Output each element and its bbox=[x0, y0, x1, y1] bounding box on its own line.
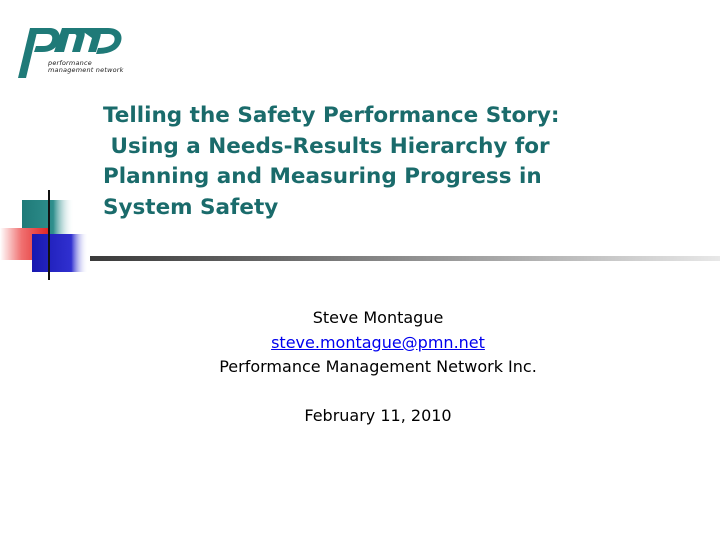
title-divider bbox=[90, 256, 720, 261]
author-email-link[interactable]: steve.montague@pmn.net bbox=[271, 332, 485, 352]
title-line-3: Planning and Measuring Progress in bbox=[103, 164, 542, 189]
title-line-2: Using a Needs-Results Hierarchy for bbox=[103, 133, 550, 159]
decorative-squares-graphic bbox=[0, 190, 100, 280]
author-email-row bbox=[0, 331, 720, 356]
logo-subtitle-line2: management network bbox=[48, 66, 124, 74]
title-line-1: Telling the Safety Performance Story: bbox=[103, 103, 560, 128]
title-line-4: System Safety bbox=[103, 194, 279, 220]
author-organization: Performance Management Network Inc. bbox=[219, 357, 537, 376]
presentation-date: February 11, 2010 bbox=[304, 406, 452, 425]
author-block bbox=[0, 306, 720, 429]
pmn-logo bbox=[8, 20, 126, 82]
blank-line bbox=[0, 380, 720, 405]
logo-subtitle bbox=[48, 60, 124, 74]
author-name: Steve Montague bbox=[312, 308, 444, 327]
decorative-squares bbox=[0, 190, 100, 280]
slide-title bbox=[103, 101, 623, 223]
logo-subtitle-line1: performance bbox=[48, 59, 92, 67]
